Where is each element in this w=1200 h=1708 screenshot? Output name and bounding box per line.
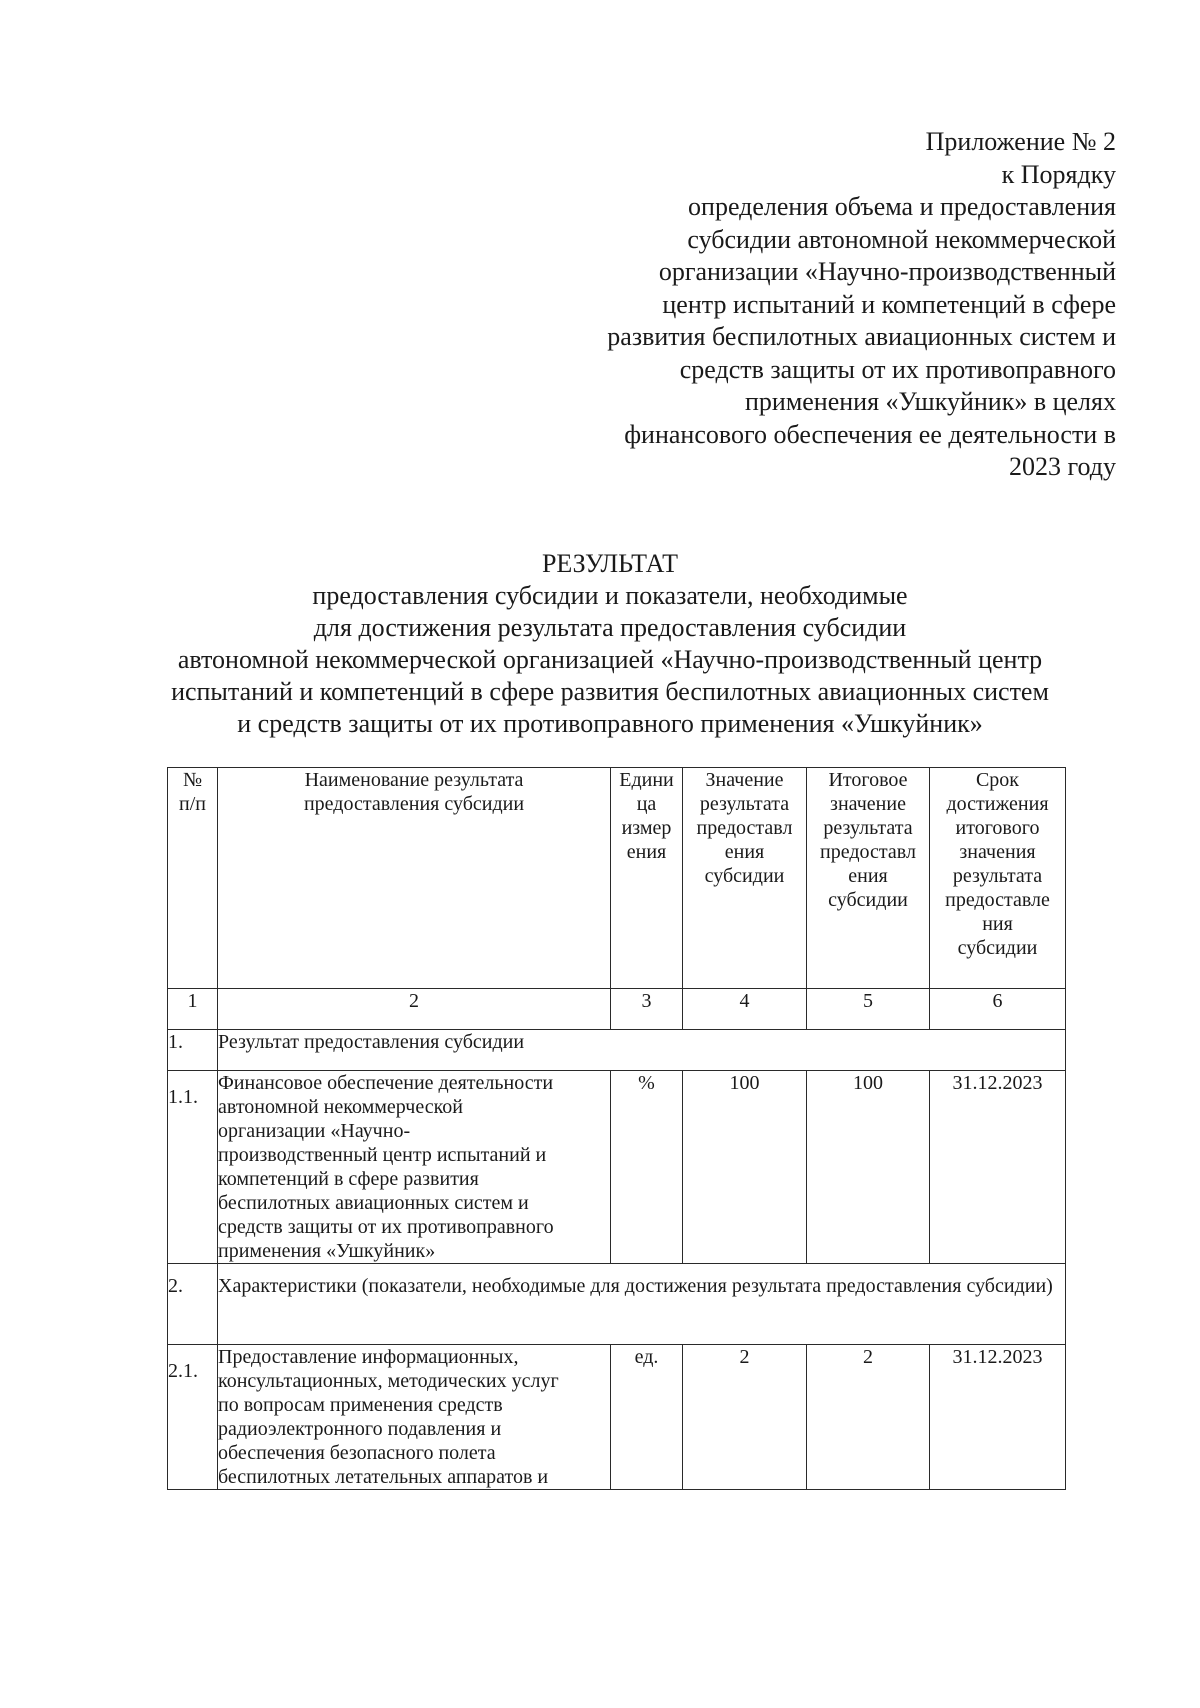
section-row <box>168 1264 1066 1345</box>
row-final-value: 100 <box>807 1071 930 1264</box>
row-unit: ед. <box>611 1345 683 1490</box>
column-number: 4 <box>683 989 807 1030</box>
section-title: Результат предоставления субсидии <box>218 1030 1066 1071</box>
header-cell-final-value: Итоговое значение результата предоставл ения субсидии <box>807 768 930 989</box>
row-value: 100 <box>683 1071 807 1264</box>
header-cell-unit: Едини ца измер ения <box>611 768 683 989</box>
row-deadline: 31.12.2023 <box>930 1345 1066 1490</box>
title-line: предоставления субсидии и показатели, необходимые <box>312 581 908 610</box>
appendix-line: к Порядку <box>1001 159 1116 189</box>
row-deadline: 31.12.2023 <box>930 1071 1066 1264</box>
appendix-line: средств защиты от их противоправного <box>679 354 1116 384</box>
column-number: 1 <box>168 989 218 1030</box>
row-unit: % <box>611 1071 683 1264</box>
row-value: 2 <box>683 1345 807 1490</box>
appendix-line: определения объема и предоставления <box>688 192 1116 221</box>
row-final-value: 2 <box>807 1345 930 1490</box>
appendix-line: финансового обеспечения ее деятельности в <box>624 419 1116 449</box>
column-number: 5 <box>807 989 930 1030</box>
column-number: 6 <box>930 989 1066 1030</box>
document-title-block <box>150 548 1070 740</box>
document-title: РЕЗУЛЬТАТ <box>541 549 679 578</box>
header-cell-value: Значение результата предоставл ения субсидии <box>683 768 807 989</box>
header-cell-deadline: Срок достижения итогового значения результата предоставле ния субсидии <box>930 768 1066 989</box>
table-header-row <box>168 768 1066 989</box>
appendix-line: развития беспилотных авиационных систем и <box>607 322 1116 351</box>
title-line: и средств защиты от их противоправного применения «Ушкуйник» <box>237 709 983 738</box>
row-name: Предоставление информационных, консультационных, методических услуг по вопросам применения средств радиоэлектронного подавления и обеспечения безопасного полета беспилотных летательных аппаратов и <box>218 1345 611 1490</box>
row-name: Финансовое обеспечение деятельности автономной некоммерческой организации «Научно- производственный центр испытаний и компетенций в сфере развития беспилотных авиационных систем и средств защиты от их противоправного применения «Ушкуйник» <box>218 1071 611 1264</box>
appendix-line: организации «Научно-производственный <box>658 257 1116 286</box>
section-title: Характеристики (показатели, необходимые для достижения результата предоставления субсидии) <box>218 1264 1066 1345</box>
appendix-line: субсидии автономной некоммерческой <box>687 224 1116 254</box>
title-line: испытаний и компетенций в сфере развития беспилотных авиационных систем <box>171 677 1049 706</box>
appendix-line: центр испытаний и компетенций в сфере <box>662 289 1116 319</box>
section-number: 2. <box>168 1264 218 1345</box>
row-number: 2.1. <box>168 1345 218 1490</box>
appendix-line: применения «Ушкуйник» в целях <box>744 387 1116 416</box>
column-number: 3 <box>611 989 683 1030</box>
section-number: 1. <box>168 1030 218 1071</box>
appendix-line: Приложение № 2 <box>925 127 1116 156</box>
appendix-line: 2023 году <box>1009 452 1116 481</box>
table-row <box>168 1071 1066 1264</box>
section-row <box>168 1030 1066 1071</box>
column-number: 2 <box>218 989 611 1030</box>
results-table <box>167 767 1066 1490</box>
column-number-row <box>168 989 1066 1030</box>
title-line: для достижения результата предоставления субсидии <box>313 613 907 642</box>
row-number: 1.1. <box>168 1071 218 1264</box>
appendix-header <box>556 126 1116 484</box>
title-line: автономной некоммерческой организацией «Научно-производственный центр <box>177 645 1043 674</box>
table-row <box>168 1345 1066 1490</box>
header-cell-number: № п/п <box>168 768 218 989</box>
header-cell-name: Наименование результата предоставления субсидии <box>218 768 611 989</box>
